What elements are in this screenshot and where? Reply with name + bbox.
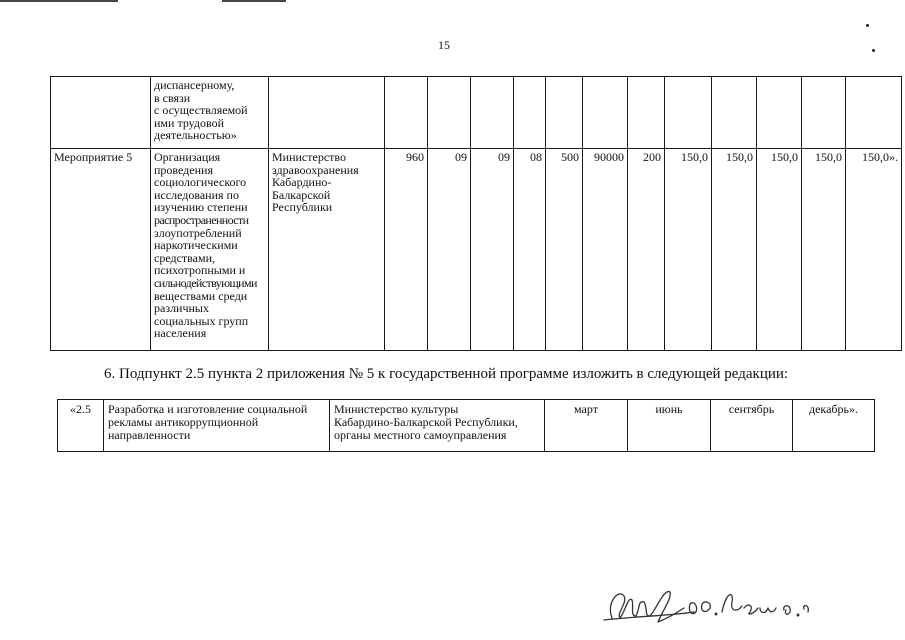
anticorruption-table xyxy=(57,399,875,452)
month-cell: декабрь». xyxy=(793,400,875,452)
event-cell: Мероприятие 5 xyxy=(51,149,151,351)
value-cell: 960 xyxy=(385,149,428,351)
cell-line: психотропными и xyxy=(154,263,246,278)
cell-line: социологического xyxy=(154,175,247,190)
program-table xyxy=(50,76,902,351)
cell-line: Министерство xyxy=(272,150,346,164)
cell-line: проведения xyxy=(154,162,213,177)
cell-line: веществами среди xyxy=(154,288,248,303)
cell-line: средствами, xyxy=(154,250,216,265)
value-cell xyxy=(514,77,546,149)
value-cell: 200 xyxy=(628,149,665,351)
value-cell xyxy=(546,77,583,149)
cell-line: Кабардино-Балкарской Республики, xyxy=(334,415,518,429)
instruction-paragraph: 6. Подпункт 2.5 пункта 2 приложения № 5 к государственной программе изложить в следующей редакции: xyxy=(104,366,789,382)
value-cell xyxy=(802,77,846,149)
scan-edge-line-left xyxy=(0,0,118,2)
cell-line: изучению степени xyxy=(154,200,248,215)
description-cell xyxy=(151,77,269,149)
value-cell: 150,0». xyxy=(846,149,902,351)
cell-line: рекламы антикоррупционной xyxy=(108,415,259,429)
cell-line: деятельностью» xyxy=(154,128,237,143)
cell-line: в связи xyxy=(154,90,191,105)
cell-line: Организация xyxy=(154,150,221,164)
month-cell: июнь xyxy=(628,400,711,452)
value-cell xyxy=(385,77,428,149)
cell-line: Министерство культуры xyxy=(334,402,459,416)
value-cell: 08 xyxy=(514,149,546,351)
month-cell: сентябрь xyxy=(711,400,793,452)
value-cell xyxy=(428,77,471,149)
cell-line: населения xyxy=(154,326,207,341)
item-number-cell: «2.5 xyxy=(58,400,104,452)
value-cell: 500 xyxy=(546,149,583,351)
month-cell: март xyxy=(545,400,628,452)
cell-line: Республики xyxy=(272,200,333,215)
value-cell: 09 xyxy=(428,149,471,351)
cell-line: распространенности xyxy=(154,212,249,227)
value-cell xyxy=(846,77,902,149)
value-cell xyxy=(628,77,665,149)
executor-cell xyxy=(330,400,545,452)
value-cell xyxy=(712,77,757,149)
value-cell: 150,0 xyxy=(802,149,846,351)
value-cell: 150,0 xyxy=(757,149,802,351)
value-cell xyxy=(757,77,802,149)
cell-line: с осуществляемой xyxy=(154,103,248,118)
value-cell: 90000 xyxy=(583,149,628,351)
executor-cell xyxy=(269,77,385,149)
value-cell xyxy=(665,77,712,149)
cell-line: здравоохранения xyxy=(272,162,359,177)
cell-line: Разработка и изготовление социальной xyxy=(108,402,308,416)
cell-line: направленности xyxy=(108,428,191,442)
cell-line: исследования по xyxy=(154,187,239,202)
value-cell: 09 xyxy=(471,149,514,351)
value-cell xyxy=(471,77,514,149)
description-cell xyxy=(151,149,269,351)
cell-line: органы местного самоуправления xyxy=(334,428,507,442)
executor-cell xyxy=(269,149,385,351)
value-cell: 150,0 xyxy=(712,149,757,351)
cell-line: наркотическими xyxy=(154,238,238,253)
table-row-continuation xyxy=(51,77,902,149)
cell-line: Балкарской xyxy=(272,187,331,202)
table-row-event-5 xyxy=(51,149,902,351)
table-row-2-5 xyxy=(58,400,875,452)
cell-line: различных xyxy=(154,301,209,316)
event-cell xyxy=(51,77,151,149)
cell-line: сильнодействующими xyxy=(154,275,257,290)
scan-edge-line-right xyxy=(222,0,286,2)
cell-line: ими трудовой xyxy=(154,115,225,130)
handwritten-signature xyxy=(598,582,813,628)
cell-line: Кабардино- xyxy=(272,175,332,190)
description-cell xyxy=(104,400,330,452)
value-cell xyxy=(583,77,628,149)
scan-speck xyxy=(866,24,869,27)
cell-line: социальных групп xyxy=(154,313,249,328)
cell-line: злоупотреблений xyxy=(154,225,242,240)
scan-speck xyxy=(872,49,875,52)
cell-line: диспансерному, xyxy=(154,78,235,92)
value-cell: 150,0 xyxy=(665,149,712,351)
page-number: 15 xyxy=(438,38,450,52)
